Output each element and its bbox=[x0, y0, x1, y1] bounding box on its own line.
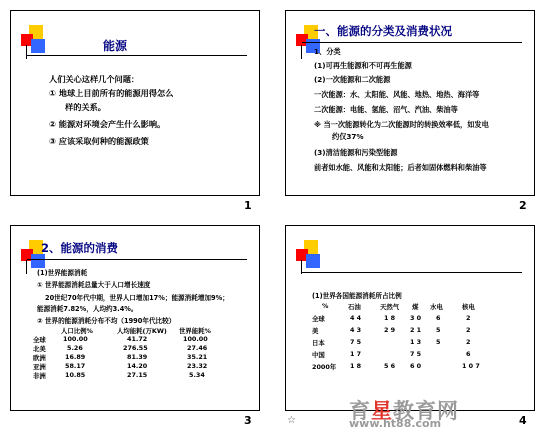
watermark-url: www.ht88.com bbox=[349, 417, 442, 430]
energy-table bbox=[33, 326, 253, 386]
table-cell: 日本 bbox=[312, 339, 325, 347]
text-line: ② 世界的能源消耗分布不均（1990年代比较） bbox=[37, 317, 176, 325]
table-cell: 3 0 bbox=[410, 314, 422, 322]
slide-number: 1 bbox=[244, 199, 252, 212]
text-line: (1)世界能源消耗 bbox=[37, 269, 88, 277]
table-cell: 27.46 bbox=[187, 344, 208, 352]
table-cell: 5.34 bbox=[189, 371, 205, 379]
table-cell: 27.15 bbox=[127, 371, 148, 379]
table-cell: 5 bbox=[436, 326, 441, 334]
text-line: ② 能源对环境会产生什么影响。 bbox=[49, 119, 166, 129]
table-cell: 美 bbox=[312, 327, 319, 335]
slide-title: 2、能源的消费 bbox=[41, 241, 119, 255]
watermark-text: 育 bbox=[349, 399, 371, 423]
text-line: (1)可再生能源和不可再生能源 bbox=[314, 61, 412, 70]
watermark-star-text: 星 bbox=[371, 399, 393, 423]
table-header: 煤 bbox=[412, 303, 419, 311]
decoration-squares-icon bbox=[17, 25, 57, 65]
table-header: % bbox=[322, 302, 329, 310]
table-cell: 7 5 bbox=[350, 338, 362, 346]
table-cell: 1 3 bbox=[410, 338, 422, 346]
table-cell: 全球 bbox=[312, 315, 325, 323]
table-cell: 2 bbox=[466, 326, 471, 334]
table-cell: 14.20 bbox=[127, 362, 148, 370]
text-line: 人们关心这样几个问题： bbox=[49, 74, 140, 84]
text-line: ③ 应该采取何种的能源政策 bbox=[49, 136, 149, 146]
text-line: 样的关系。 bbox=[65, 102, 106, 112]
table-cell: 7 5 bbox=[410, 350, 422, 358]
table-cell: 1 8 bbox=[350, 362, 362, 370]
title-underline bbox=[27, 55, 247, 56]
slide-number: 2 bbox=[519, 199, 527, 212]
text-line: 1、分类 bbox=[314, 47, 341, 56]
table-header: 水电 bbox=[430, 303, 443, 311]
slide-1[interactable] bbox=[10, 10, 260, 212]
table-header: 人口比例% bbox=[61, 327, 93, 335]
text-line: ① 地球上目前所有的能源用得怎么 bbox=[49, 88, 174, 98]
star-icon: ☆ bbox=[287, 415, 296, 426]
table-cell: 4 4 bbox=[350, 314, 362, 322]
text-line: 一次能源：水、太阳能、风能、地热、地热、海洋等 bbox=[314, 90, 480, 99]
table-cell: 中国 bbox=[312, 351, 325, 359]
table-cell: 2 bbox=[466, 338, 471, 346]
table-cell: 1 8 bbox=[384, 314, 396, 322]
table-cell: 35.21 bbox=[187, 353, 208, 361]
text-line: (2)一次能源和二次能源 bbox=[314, 75, 391, 84]
table-cell: 4 3 bbox=[350, 326, 362, 334]
table-cell: 2 9 bbox=[384, 326, 396, 334]
table-cell: 5 6 bbox=[384, 362, 396, 370]
slide-title: 一、能源的分类及消费状况 bbox=[314, 24, 452, 38]
table-cell: 1 7 bbox=[350, 350, 362, 358]
title-underline bbox=[27, 259, 247, 260]
table-cell: 2000年 bbox=[312, 363, 337, 371]
table-header: 天然气 bbox=[380, 303, 400, 311]
title-underline bbox=[302, 42, 522, 43]
table-cell: 58.17 bbox=[65, 362, 86, 370]
table-cell: 6 bbox=[466, 350, 471, 358]
table-cell: 北美 bbox=[33, 345, 46, 353]
decoration-squares-icon bbox=[292, 240, 332, 280]
table-cell: 全球 bbox=[33, 336, 46, 344]
text-line: (1)世界各国能源消耗所占比例 bbox=[312, 292, 402, 300]
slide-title: 能源 bbox=[103, 39, 128, 53]
text-line: (3)清洁能源和污染型能源 bbox=[314, 148, 398, 157]
table-header: 人均能耗(万KW) bbox=[117, 327, 167, 335]
table-cell: 276.55 bbox=[123, 344, 148, 352]
table-cell: 1 0 7 bbox=[462, 362, 480, 370]
table-cell: 41.72 bbox=[127, 335, 148, 343]
table-cell: 2 bbox=[466, 314, 471, 322]
slide-3[interactable] bbox=[10, 225, 260, 427]
table-cell: 6 0 bbox=[410, 362, 422, 370]
table-cell: 10.85 bbox=[65, 371, 86, 379]
table-cell: 5.26 bbox=[67, 344, 83, 352]
text-line: ※ 当一次能源转化为二次能源时的转换效率低，如发电 bbox=[314, 120, 489, 129]
table-cell: 81.39 bbox=[127, 353, 148, 361]
text-line: 前者如水能、风能和太阳能；后者如固体燃料和柴油等 bbox=[314, 163, 487, 172]
text-line: 约仅37% bbox=[332, 132, 364, 141]
table-cell: 6 bbox=[436, 314, 441, 322]
energy-share-table bbox=[312, 302, 522, 372]
slide-2[interactable] bbox=[285, 10, 535, 212]
slide-number: 4 bbox=[519, 414, 527, 427]
table-header: 世界能耗% bbox=[179, 327, 211, 335]
table-cell: 100.00 bbox=[183, 335, 208, 343]
title-underline bbox=[302, 272, 522, 273]
slide-number: 3 bbox=[244, 414, 252, 427]
text-line: 能源消耗7.82%，人均约3.4%。 bbox=[37, 305, 138, 313]
table-cell: 16.89 bbox=[65, 353, 86, 361]
table-cell: 2 1 bbox=[410, 326, 422, 334]
text-line: 二次能源：电能、氢能、沼气、汽油、柴油等 bbox=[314, 105, 458, 114]
watermark-text: 教育网 bbox=[393, 399, 459, 423]
table-header: 核电 bbox=[462, 303, 475, 311]
table-cell: 23.32 bbox=[187, 362, 208, 370]
table-header: 石油 bbox=[348, 303, 361, 311]
table-cell: 5 bbox=[436, 338, 441, 346]
text-line: ① 世界能源消耗总量大于人口增长速度 bbox=[37, 281, 151, 289]
text-line: 20世纪70年代中期，世界人口增加17%；能源消耗增加9%； bbox=[45, 294, 229, 302]
table-cell: 亚洲 bbox=[33, 363, 46, 371]
table-cell: 100.00 bbox=[63, 335, 88, 343]
table-cell: 欧洲 bbox=[33, 354, 46, 362]
table-cell: 非洲 bbox=[33, 372, 46, 380]
